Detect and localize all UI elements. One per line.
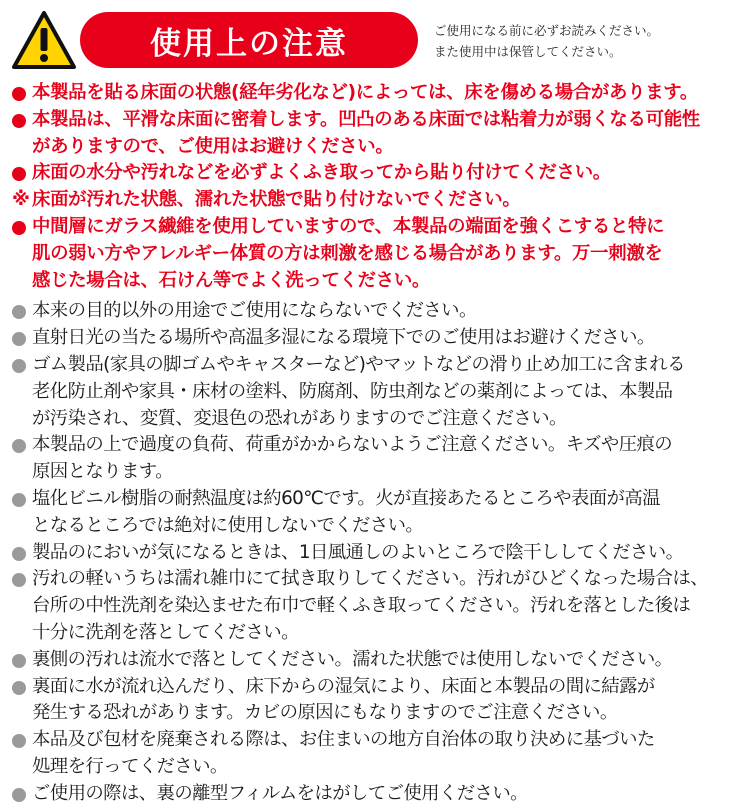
note-item <box>12 352 749 432</box>
bullet-icon <box>12 359 26 373</box>
note-item <box>12 540 749 567</box>
note-item <box>12 727 749 781</box>
red-warnings <box>12 80 749 294</box>
title-banner <box>80 12 418 68</box>
bullet-icon <box>12 734 26 748</box>
item-text-line: 裏側の汚れは流水で落としてください。濡れた状態では使用しないでください。 <box>32 648 673 670</box>
note-line: ご使用になる前に必ずお読みください。 <box>434 23 660 38</box>
item-text-line: 直射日光の当たる場所や高温多湿になる環境下でのご使用はお避けください。 <box>32 327 655 349</box>
item-text-line: 原因となります。 <box>32 461 173 483</box>
caution-list <box>12 80 749 808</box>
item-text-line: が汚染され、変質、変退色の恐れがありますのでご注意ください。 <box>32 407 567 429</box>
warning-item <box>12 187 749 214</box>
item-text-line: 本製品は、平滑な床面に密着します。凹凸のある床面では粘着力が弱くなる可能性 <box>32 108 700 130</box>
item-text-line: 本製品の上で過度の負荷、荷重がかからないようご注意ください。キズや圧痕の <box>32 434 673 456</box>
gray-notes <box>12 298 749 807</box>
item-text-line: 製品のにおいが気になるときは、1日風通しのよいところで陰干ししてください。 <box>32 541 684 563</box>
asterisk-mark: ※ <box>12 189 30 211</box>
bullet-icon <box>12 493 26 507</box>
page-title: 使用上の注意 <box>150 25 348 62</box>
bullet-icon <box>12 114 26 128</box>
bullet-icon <box>12 87 26 101</box>
item-text-line: 中間層にガラス繊維を使用していますので、本製品の端面を強くこすると特に <box>32 215 665 237</box>
bullet-icon <box>12 573 26 587</box>
note-item <box>12 566 749 646</box>
note-item <box>12 325 749 352</box>
item-text-line: 十分に洗剤を落としてください。 <box>32 621 299 643</box>
bullet-icon <box>12 654 26 668</box>
note-line: また使用中は保管してください。 <box>434 44 622 59</box>
warning-item <box>12 214 749 294</box>
note-item <box>12 298 749 325</box>
bullet-icon <box>12 547 26 561</box>
warning-triangle-icon <box>11 10 77 70</box>
note-item <box>12 432 749 486</box>
warning-item <box>12 160 749 187</box>
item-text-line: 本品及び包材を廃棄される際は、お住まいの地方自治体の取り決めに基づいた <box>32 729 655 751</box>
item-text-line: 台所の中性洗剤を染込ませた布巾で軽くふき取ってください。汚れを落とした後は <box>32 595 691 617</box>
bullet-icon <box>12 305 26 319</box>
item-text-line: 処理を行ってください。 <box>32 755 228 777</box>
item-text-line: がありますので、ご使用はお避けください。 <box>32 135 394 157</box>
item-text-line: 老化防止剤や家具・床材の塗料、防腐剤、防虫剤などの薬剤によっては、本製品 <box>32 380 673 402</box>
item-text-line: 床面の水分や汚れなどを必ずよくふき取ってから貼り付けてください。 <box>32 162 611 184</box>
bullet-icon <box>12 788 26 802</box>
item-text-line: 感じた場合は、石けん等でよく洗ってください。 <box>32 269 430 291</box>
bullet-icon <box>12 332 26 346</box>
item-text-line: 発生する恐れがあります。カビの原因にもなりますのでご注意ください。 <box>32 702 618 724</box>
read-before-use-note <box>434 20 659 62</box>
note-item <box>12 647 749 674</box>
item-text-line: 床面が汚れた状態、濡れた状態で貼り付けないでください。 <box>32 189 521 211</box>
note-item <box>12 674 749 728</box>
bullet-icon <box>12 221 26 235</box>
warning-item <box>12 80 749 107</box>
item-text-line: ゴム製品(家具の脚ゴムやキャスターなど)やマットなどの滑り止め加工に含まれる <box>32 353 685 375</box>
note-item <box>12 486 749 540</box>
item-text-line: 塩化ビニル樹脂の耐熱温度は約60℃です。火が直接あたるところや表面が高温 <box>32 487 660 509</box>
bullet-icon <box>12 681 26 695</box>
item-text-line: ご使用の際は、裏の離型フィルムをはがしてご使用ください。 <box>32 782 528 804</box>
item-text-line: 汚れの軽いうちは濡れ雑巾にて拭き取りしてください。汚れがひどくなった場合は、 <box>32 568 709 590</box>
bullet-icon <box>12 167 26 181</box>
note-item <box>12 781 749 808</box>
item-text-line: 肌の弱い方やアレルギー体質の方は刺激を感じる場合があります。万一刺激を <box>32 242 663 264</box>
item-text-line: 本製品を貼る床面の状態(経年劣化など)によっては、床を傷める場合があります。 <box>32 82 699 103</box>
item-text-line: 本来の目的以外の用途でご使用にならないでください。 <box>32 300 477 322</box>
item-text-line: となるところでは絶対に使用しないでください。 <box>32 514 424 536</box>
item-text-line: 裏面に水が流れ込んだり、床下からの湿気により、床面と本製品の間に結露が <box>32 675 655 697</box>
bullet-icon <box>12 439 26 453</box>
warning-item <box>12 107 749 161</box>
